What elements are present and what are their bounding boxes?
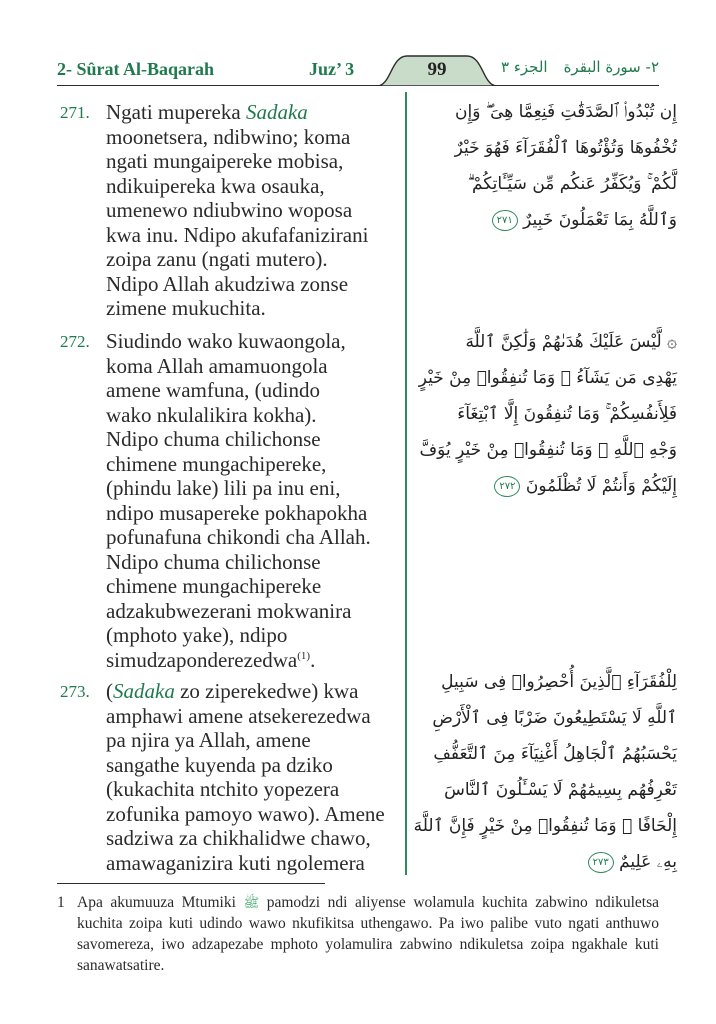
verse-text-part: ( (106, 679, 113, 703)
verse-arabic-272 (415, 324, 677, 504)
ayah-number-marker: ٢٧٢ (494, 476, 520, 497)
verse-text (106, 679, 402, 875)
italic-term: Sadaka (245, 100, 308, 124)
arabic-text: إِن تُبْدُوا۟ ٱلصَّدَقَٰتِ فَنِعِمَّا هِىَ ۖ وَإِن تُخْفُوهَا وَتُؤْتُوهَا ٱلْفُقَرَآءَ فَهُوَ خَيْرٌ لَّكُمْ ۚ وَيُكَفِّرُ عَنكُم مِّن سَيِّـَٔاتِكُمْ ۗ وَٱللَّهُ بِمَا تَعْمَلُونَ خَبِيرٌ (454, 102, 677, 230)
verse-translation-273 (60, 679, 402, 875)
page-number-tab (377, 55, 497, 85)
ayah-number-marker: ٢٧٣ (588, 852, 614, 873)
page-header (57, 55, 659, 86)
verse-text-part: moonetsera, ndibwino; koma ngati mungaipereke mobisa, ndikuipereka kwa osauka, umenewo ndiubwino woposa kwa inu. Ndipo akufafanizirani zoipa zanu (ngati mutero). Ndipo Allah akudziwa zonse zimene mukuchita. (106, 124, 369, 320)
verse-translation-272 (60, 329, 402, 672)
footnote-number: 1 (57, 894, 65, 911)
arabic-text: لِلْفُقَرَآءِ ٱلَّذِينَ أُحْصِرُوا۟ فِى سَبِيلِ ٱللَّهِ لَا يَسْتَطِيعُونَ ضَرْبًا فِى ٱلْأَرْضِ يَحْسَبُهُمُ ٱلْجَاهِلُ أَغْنِيَآءَ مِنَ ٱلتَّعَفُّفِ تَعْرِفُهُم بِسِيمَٰهُمْ لَا يَسْـَٔلُونَ ٱلنَّاسَ إِلْحَافًا ۗ وَمَا تُنفِقُوا۟ مِنْ خَيْرٍ فَإِنَّ ٱللَّهَ بِهِۦ عَلِيمٌ (413, 672, 677, 872)
verse-number: 273. (60, 682, 90, 701)
ayah-number-marker: ٢٧١ (492, 210, 518, 231)
verse-translation-271 (60, 100, 402, 321)
column-divider (405, 92, 407, 875)
verse-number: 272. (60, 332, 90, 351)
juz-label-latin: Juz’ 3 (309, 59, 355, 79)
verse-text-part: Ngati mupereka (106, 100, 246, 124)
footnote-reference[interactable]: (1) (297, 649, 311, 662)
footnote (57, 892, 659, 976)
verse-text (106, 100, 402, 321)
surah-title-arabic: ٢- سورة البقرة (563, 58, 659, 76)
footnote-text-part: Apa akumuuza Mtumiki (77, 894, 244, 911)
verse-text-part: Siudindo wako kuwaongola, koma Allah amamuongola amene wamfuna, (udindo wako nkulalikira kokha). Ndipo chuma chilichonse chimene mungachipereke, (phindu lake) lili pa inu eni, ndipo musapereke pokhapokha pofunafuna chikondi cha Allah. Ndipo chuma chilichonse chimene mungachipereke adzakubwezerani mokwanira (mphoto yake), ndipo simudzaponderezedwa (106, 329, 371, 672)
surah-title-latin: 2- Sûrat Al-Baqarah (57, 59, 215, 79)
verse-arabic-273 (415, 664, 677, 880)
verse-text (106, 329, 402, 672)
page-number: 99 (427, 59, 447, 80)
arabic-text: ۞ لَّيْسَ عَلَيْكَ هُدَىٰهُمْ وَلَٰكِنَّ ٱللَّهَ يَهْدِى مَن يَشَآءُ ۗ وَمَا تُنفِقُوا۟ مِنْ خَيْرٍ فَلِأَنفُسِكُمْ ۚ وَمَا تُنفِقُونَ إِلَّا ٱبْتِغَآءَ وَجْهِ ٱللَّهِ ۚ وَمَا تُنفِقُوا۟ مِنْ خَيْرٍ يُوَفَّ إِلَيْكُمْ وَأَنتُمْ لَا تُظْلَمُونَ (418, 332, 677, 496)
italic-term: Sadaka (113, 679, 175, 703)
footnote-text (77, 892, 659, 976)
footnote-text-part: pamodzi ndi aliyense wolamula kuchita zabwino ndikuletsa kuchita zoipa kuti udindo wawo nkufikitsa uthengawo. Pa iwo palibe vuto ngati anthuwo savomereza, iwo adzapezabe mphoto yolamulira zabwino ndikuletsa zoipa ngakhale kuti sanawatsatire. (77, 894, 659, 974)
verse-text-part: zo ziperekedwe) kwa amphawi amene atsekerezedwa pa njira ya Allah, amene sangathe kuyenda pa dziko (kukachita ntchito yopezera zofunika pamoyo wawo). Amene sadziwa za chikhalidwe chawo, amawaganizira kuti ngolemera (106, 679, 385, 875)
footnote-rule (57, 883, 325, 884)
juz-label-arabic: الجزء ٣ (501, 58, 548, 76)
verse-arabic-271 (415, 94, 677, 238)
verse-text-part: . (310, 647, 316, 672)
honorific-icon: ﷺ (243, 895, 260, 910)
verse-number: 271. (60, 103, 90, 122)
